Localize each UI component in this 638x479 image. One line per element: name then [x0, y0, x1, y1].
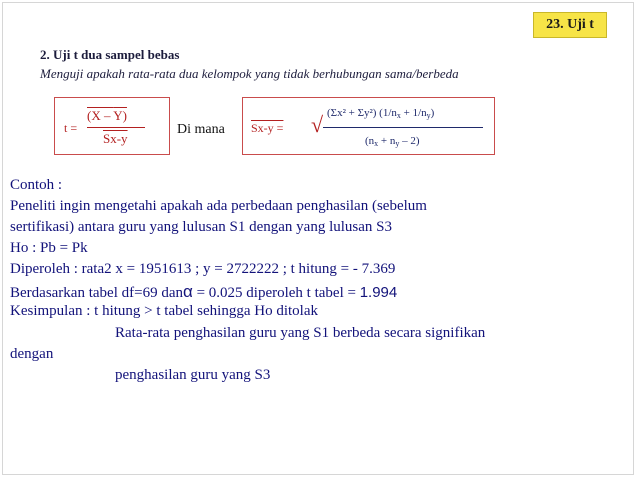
di-mana-label: Di mana — [177, 122, 225, 137]
conclusion-detail-3: penghasilan guru yang S3 — [115, 367, 271, 383]
body-line-2: sertifikasi) antara guru yang lulusan S1 dengan yang lulusan S3 — [10, 219, 393, 235]
s-fraction-line — [323, 127, 483, 128]
s-formula-denominator: $(n_x + n_y - 2)$ — [365, 135, 420, 148]
section-subtitle: 2. Uji t dua sampel bebas — [40, 47, 180, 62]
t-formula-denominator: Sx-y — [103, 131, 128, 146]
y-bar: Y) — [113, 108, 127, 123]
t-fraction-line — [87, 127, 145, 128]
t-formula-label: t = — [64, 121, 78, 135]
conclusion-detail-1: Rata-rata penghasilan guru yang S1 berbeda secara signifikan — [115, 325, 486, 341]
result-line: Diperoleh : rata2 x = 1951613 ; y = 2722222 ; t hitung = - 7.369 — [10, 261, 396, 277]
table-line: Berdasarkan tabel df=69 danα = 0.025 diperoleh t tabel = 1.994 — [10, 282, 398, 301]
conclusion-detail-2: dengan — [10, 346, 54, 362]
t-table-value: 1.994 — [359, 284, 398, 301]
s-formula-numerator: (Σx² + Σy²) $(1/n_x + 1/n_y)$ — [327, 107, 435, 120]
body-line-1: Peneliti ingin mengetahi apakah ada perbedaan penghasilan (sebelum — [10, 198, 427, 214]
alpha-symbol: α — [182, 282, 193, 301]
t-formula-box — [54, 97, 170, 155]
s-formula-box — [242, 97, 495, 155]
conclusion-line: Kesimpulan : t hitung > t tabel sehingga Ho ditolak — [10, 303, 318, 319]
section-description: Menguji apakah rata-rata dua kelompok yang tidak berhubungan sama/berbeda — [40, 66, 459, 81]
hypothesis-line: Ho : Pb = Pk — [10, 240, 88, 256]
example-heading: Contoh : — [10, 177, 63, 193]
sqrt-icon: √ — [311, 112, 324, 137]
x-bar: (X – — [87, 108, 114, 123]
t-formula-numerator — [87, 108, 127, 124]
slide-number-badge: 23. Uji t — [533, 12, 607, 38]
s-formula-label: Sx-y = — [251, 121, 284, 135]
